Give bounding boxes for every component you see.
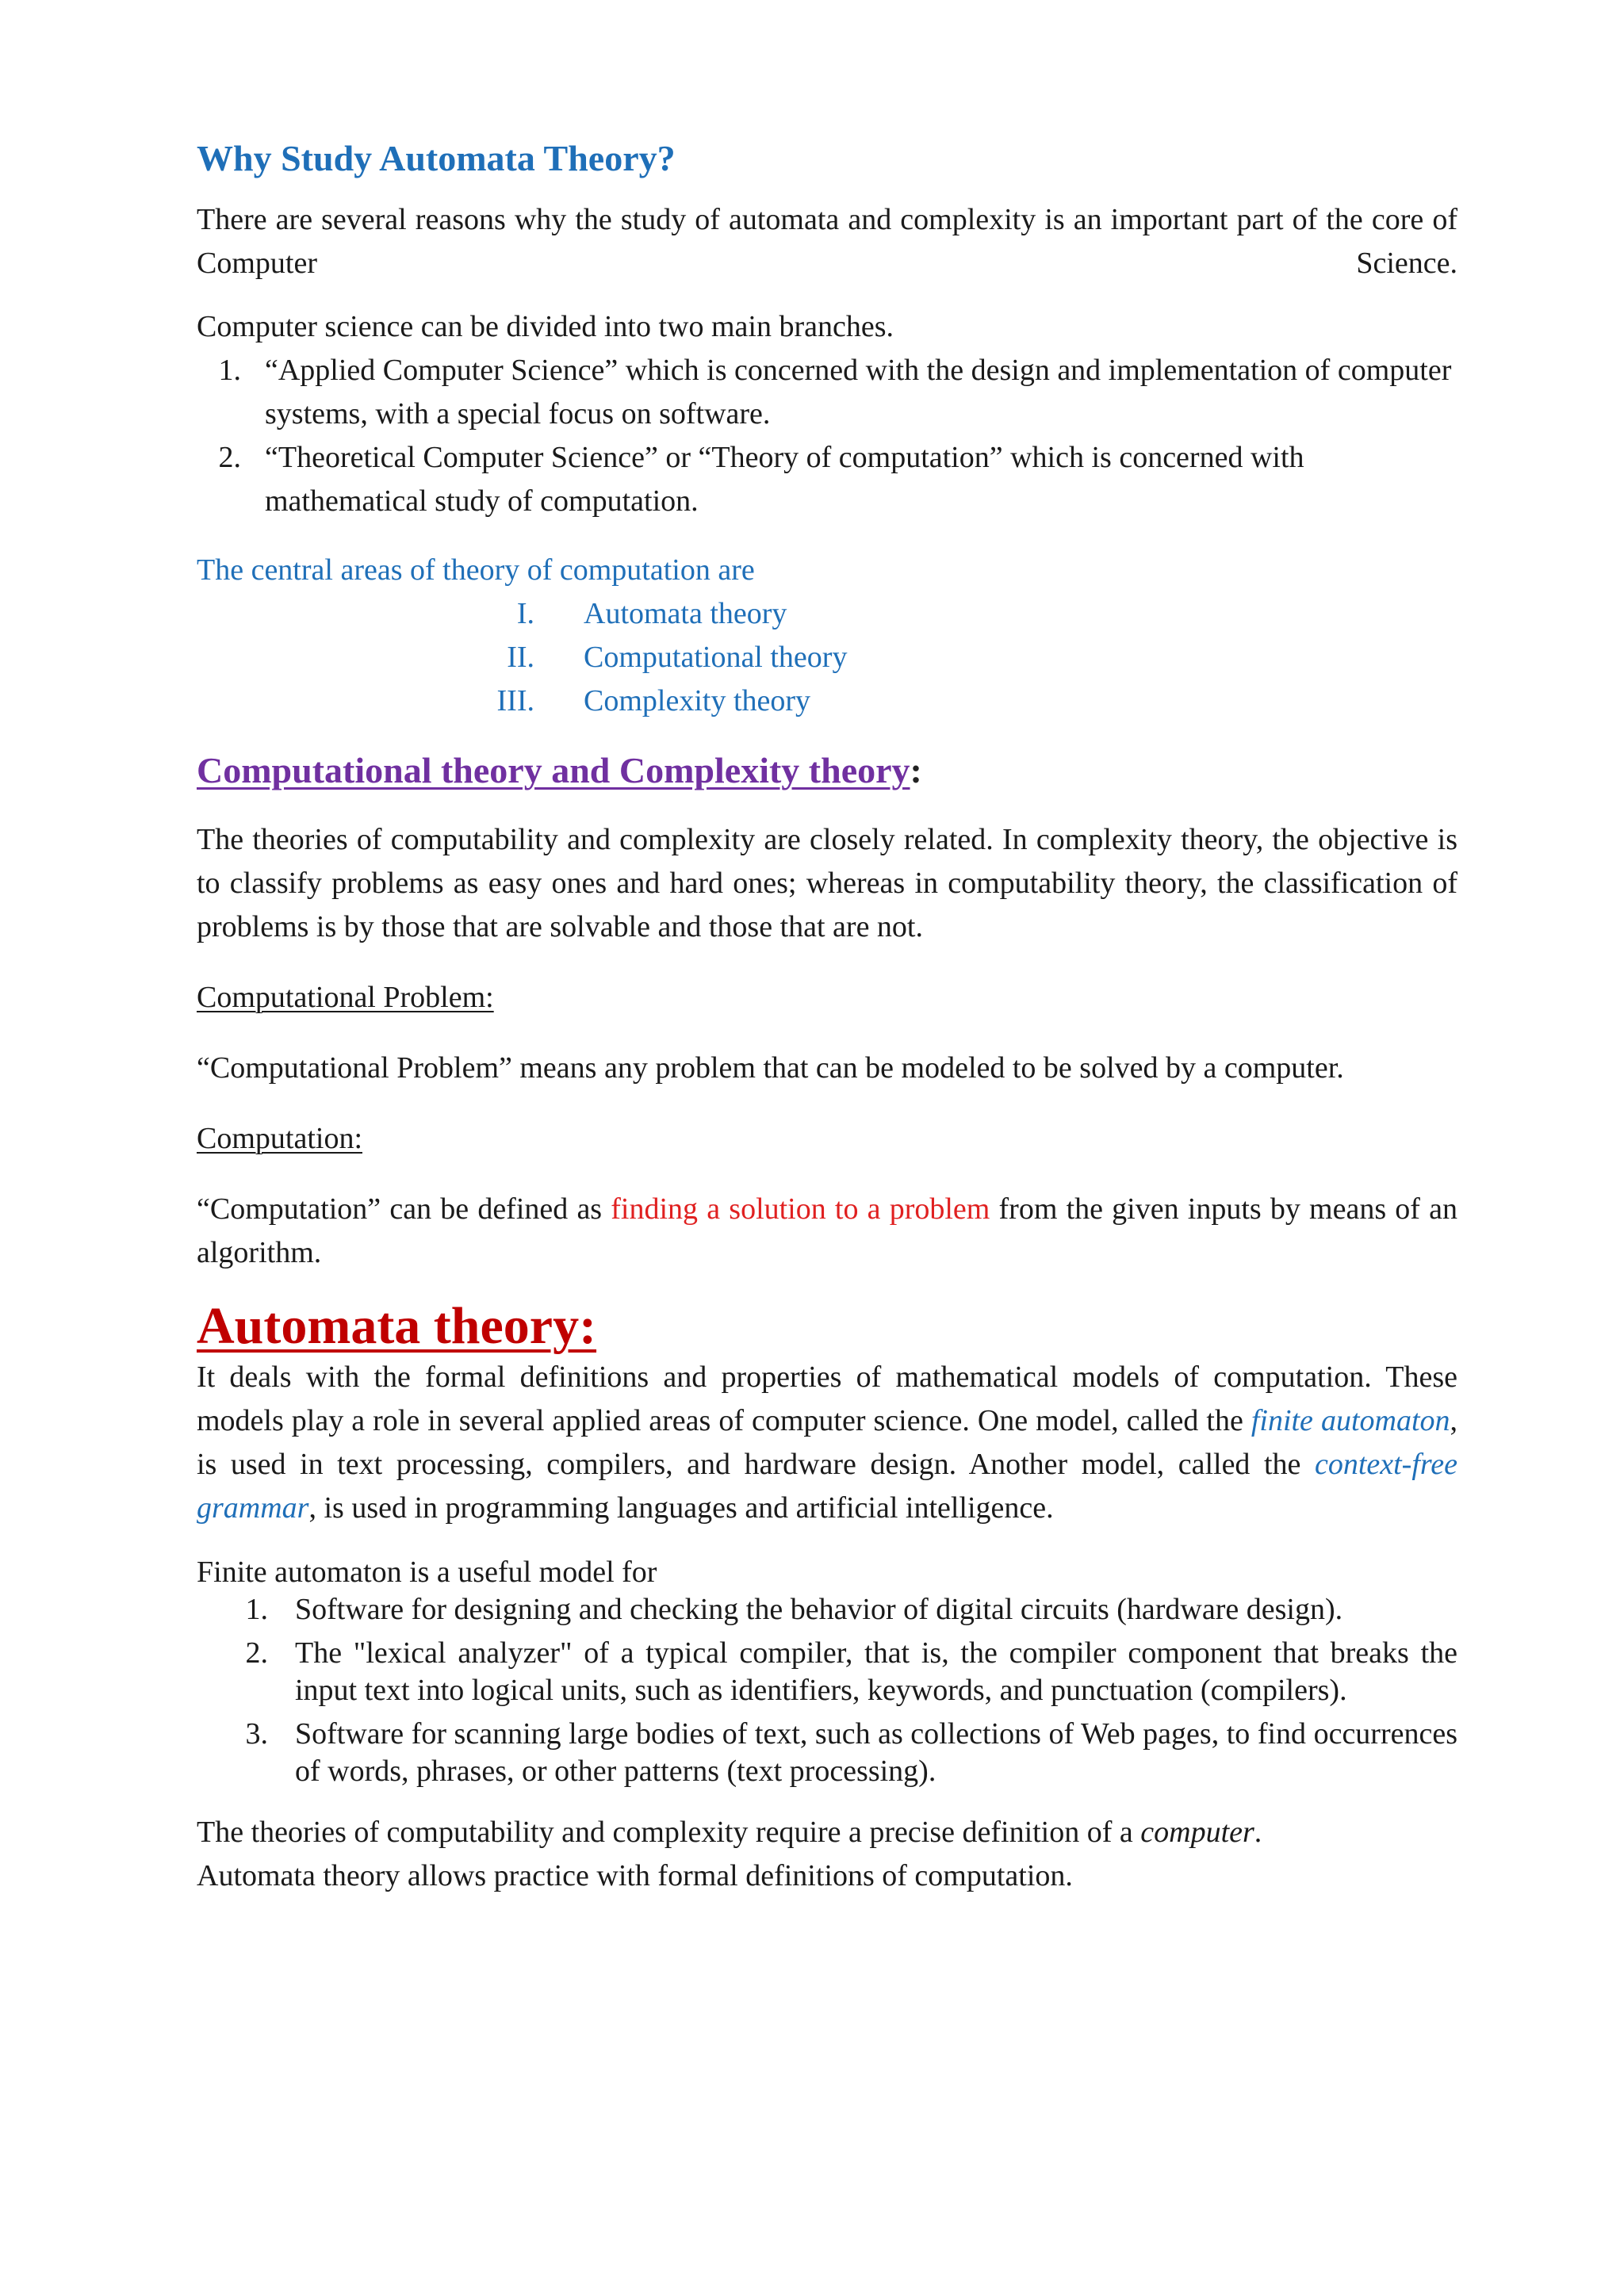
list-item-text: Computational theory	[584, 641, 848, 674]
list-item-number: III.	[496, 684, 534, 718]
automata-text-c: , is used in programming languages and artificial intelligence.	[308, 1491, 1054, 1525]
intro-paragraph	[197, 198, 1457, 285]
finite-automaton-uses-list	[197, 1591, 1457, 1790]
list-item-text: Complexity theory	[584, 684, 811, 718]
automata-text-b: , is used in text processing, compilers, and hardware design. Another model, called the	[197, 1404, 1457, 1481]
list-item	[197, 592, 1457, 636]
term-context-free-grammar: context-free grammar	[197, 1448, 1457, 1525]
automata-text-a: It deals with the formal definitions and properties of mathematical models of computation. These models play a role in several applied areas of computer science. One model, called the	[197, 1360, 1457, 1437]
list-item-text: Software for designing and checking the behavior of digital circuits (hardware design).	[295, 1593, 1343, 1626]
list-item-number: 2.	[218, 441, 241, 474]
list-item-text: Automata theory	[584, 597, 787, 630]
central-areas-intro: The central areas of theory of computation are	[197, 553, 755, 587]
finite-automaton-intro: Finite automaton is a useful model for	[197, 1556, 657, 1589]
computation-text-end: from the given inputs by means of an algorithm.	[197, 1192, 1458, 1269]
list-item-text: “Theoretical Computer Science” or “Theory of computation” which is concerned with mathematical study of computation.	[265, 441, 1304, 518]
section-title-computational-complexity	[197, 747, 1457, 794]
list-item-number: 1.	[218, 354, 241, 387]
closing-text-c: Automata theory allows practice with formal definitions of computation.	[197, 1859, 1073, 1892]
branches-list	[197, 349, 1457, 523]
list-item-number: 3.	[245, 1717, 268, 1751]
section-title-why-study: Why Study Automata Theory?	[197, 138, 676, 178]
branches-intro: Computer science can be divided into two main branches.	[197, 310, 894, 343]
computational-problem-paragraph: “Computational Problem” means any problem that can be modeled to be solved by a computer.	[197, 1051, 1344, 1085]
computation-text-start: “Computation” can be defined as	[197, 1192, 611, 1226]
section-title-colon: :	[910, 750, 922, 790]
list-item	[197, 1635, 1457, 1709]
section-title-text: Computational theory and Complexity theory	[197, 750, 910, 790]
list-item-number: II.	[507, 641, 534, 674]
automata-paragraph	[197, 1356, 1457, 1530]
list-item	[197, 349, 1457, 436]
term-finite-automaton: finite automaton	[1251, 1404, 1450, 1437]
computation-highlight: finding a solution to a problem	[611, 1192, 990, 1226]
list-item	[197, 679, 1457, 723]
list-item-text: “Applied Computer Science” which is concerned with the design and implementation of computer systems, with a special focus on software.	[265, 354, 1452, 430]
list-item-number: 1.	[245, 1593, 268, 1626]
computation-heading: Computation:	[197, 1122, 362, 1155]
closing-paragraph	[197, 1811, 1457, 1898]
central-areas-list	[197, 592, 1457, 723]
computation-paragraph	[197, 1188, 1457, 1275]
list-item	[197, 636, 1457, 679]
closing-text-a: The theories of computability and complexity require a precise definition of a	[197, 1816, 1141, 1849]
theories-paragraph: The theories of computability and complexity are closely related. In complexity theory, the objective is to classify problems as easy ones and hard ones; whereas in computability theory, the classification of problems is by those that are solvable and those that are not.	[197, 823, 1457, 943]
list-item	[197, 436, 1457, 523]
list-item-text: Software for scanning large bodies of text, such as collections of Web pages, to find occurrences of words, phrases, or other patterns (text processing).	[295, 1717, 1457, 1788]
list-item	[197, 1716, 1457, 1790]
closing-text-b: .	[1254, 1816, 1262, 1849]
page-content	[197, 135, 1457, 1898]
intro-text: There are several reasons why the study of automata and complexity is an important part of the core of Computer Science.	[197, 203, 1457, 280]
term-computer: computer	[1140, 1816, 1254, 1849]
computational-problem-heading: Computational Problem:	[197, 981, 494, 1014]
section-title-automata-theory: Automata theory:	[197, 1297, 597, 1355]
list-item-number: I.	[516, 597, 534, 630]
list-item-number: 2.	[245, 1636, 268, 1670]
list-item	[197, 1591, 1457, 1628]
list-item-text: The "lexical analyzer" of a typical compiler, that is, the compiler component that breaks the input text into logical units, such as identifiers, keywords, and punctuation (compilers).	[295, 1636, 1457, 1707]
